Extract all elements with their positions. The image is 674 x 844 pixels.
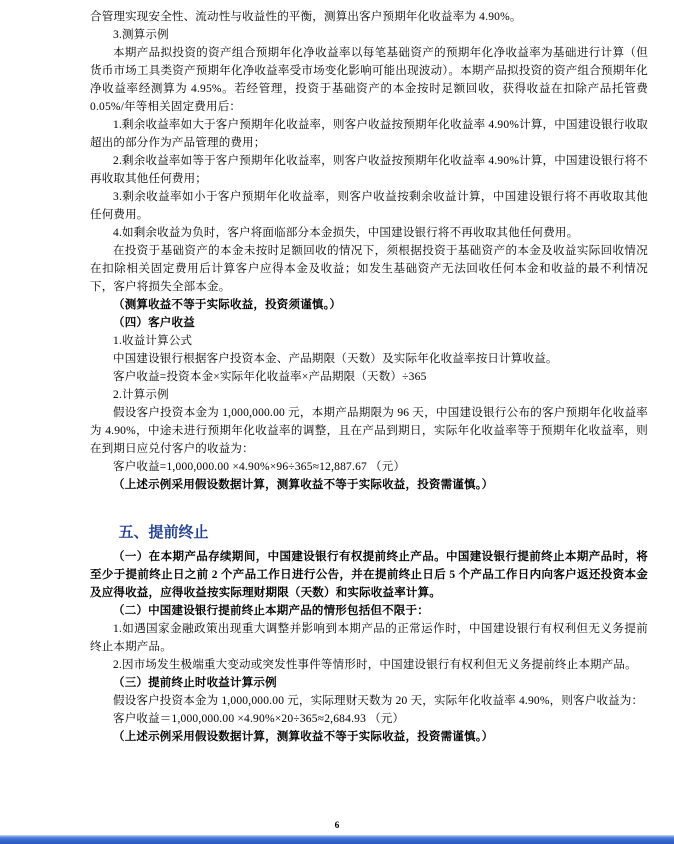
subsection-customer-returns-heading: （四）客户收益 bbox=[113, 317, 195, 329]
disclaimer-hypothetical-data-1: （上述示例采用假设数据计算，测算收益不等于实际收益，投资需谨慎。） bbox=[113, 479, 494, 491]
paragraph-maturity-example: 假设客户投资本金为 1,000,000.00 元，本期产品期限为 96 天，中国建设银行公布的客户预期年化收益率为 4.90%，中途未进行预期年化收益率的调整，且在产品到期日，实际年化收益率等于预期年化收益率，则在到期日应兑付客户的收益为： bbox=[90, 407, 648, 455]
paragraph-surplus-negative: 4.如剩余收益为负时，客户将面临部分本金损失，中国建设银行将不再收取其他任何费用。 bbox=[113, 227, 579, 239]
subsection-termination-calc-example-heading: （三）提前终止时收益计算示例 bbox=[113, 677, 277, 689]
paragraph-policy-change-case: 1.如遇国家金融政策出现重大调整并影响到本期产品的正常运作时，中国建设银行有权利但无义务提前终止本期产品。 bbox=[90, 623, 648, 653]
section-heading-early-termination: 五、提前终止 bbox=[118, 524, 209, 541]
paragraph-return-formula-label: 1.收益计算公式 bbox=[113, 335, 193, 347]
paragraph-principal-recovery-risk: 在投资于基础资产的本金未按时足额回收的情况下，须根据投资于基础资产的本金及收益实际回收情况在扣除相关固定费用后计算客户应得本金及收益；如发生基础资产无法回收任何本金和收益的最不利情况下，客户将损失全部本金。 bbox=[90, 245, 648, 293]
paragraph-surplus-yield-less: 3.剩余收益率如小于客户预期年化收益率，则客户收益按剩余收益计算，中国建设银行将不再收取其他任何费用。 bbox=[90, 191, 648, 221]
formula-maturity-example-result: 客户收益=1,000,000.00 ×4.90%×96÷365≈12,887.67 （元） bbox=[113, 461, 406, 473]
formula-termination-example-result: 客户收益＝1,000,000.00 ×4.90%×20÷365≈2,684.93 （元） bbox=[113, 713, 405, 725]
paragraph-portfolio-yield: 本期产品拟投资的资产组合预期年化净收益率以每笔基础资产的预期年化净收益率为基础进行计算（但货币市场工具类资产预期年化净收益率受市场变化影响可能出现波动）。本期产品拟投资的资产组合预期年化净收益率经测算为 4.95%。若经管理，投资于基础资产的本金按时足额回收，获得收益在扣除产品托管费 0.05%/年等相关固定费用后： bbox=[90, 47, 648, 113]
disclaimer-estimated-returns: （测算收益不等于实际收益，投资须谨慎。） bbox=[113, 299, 342, 311]
page-number: 6 bbox=[334, 821, 340, 831]
paragraph-early-termination-right: （一）在本期产品存续期间，中国建设银行有权提前终止产品。中国建设银行提前终止本期产品时，将至少于提前终止日之前 2 个产品工作日进行公告，并在提前终止日后 5 个产品工作日内向客户返还投资本金及应得收益，应得收益按实际理财期限（天数）和实际收益率计算。 bbox=[90, 551, 648, 599]
footer-bar bbox=[0, 835, 674, 844]
paragraph-termination-circumstances-heading: （二）中国建设银行提前终止本期产品的情形包括但不限于： bbox=[113, 605, 429, 617]
paragraph-calc-example-label: 3.测算示例 bbox=[113, 29, 169, 41]
paragraph-surplus-yield-greater: 1.剩余收益率如大于客户预期年化收益率，则客户收益按预期年化收益率 4.90%计算，中国建设银行收取超出的部分作为产品管理的费用； bbox=[90, 119, 648, 149]
paragraph-termination-example: 假设客户投资本金为 1,000,000.00 元，实际理财天数为 20 天，实际年化收益率 4.90%，则客户收益为： bbox=[113, 695, 644, 707]
paragraph-market-event-case: 2.因市场发生极端重大变动或突发性事件等情形时，中国建设银行有权利但无义务提前终止本期产品。 bbox=[113, 659, 637, 671]
paragraph-continuation: 合管理实现安全性、流动性与收益性的平衡，测算出客户预期年化收益率为 4.90%。 bbox=[90, 11, 522, 23]
paragraph-calc-example2-label: 2.计算示例 bbox=[113, 389, 169, 401]
page-content bbox=[90, 8, 648, 746]
paragraph-return-calc-basis: 中国建设银行根据客户投资本金、产品期限（天数）及实际年化收益率按日计算收益。 bbox=[113, 353, 558, 365]
paragraph-surplus-yield-equal: 2.剩余收益率如等于客户预期年化收益率，则客户收益按预期年化收益率 4.90%计算，中国建设银行将不再收取其他任何费用； bbox=[90, 155, 648, 185]
formula-customer-return: 客户收益=投资本金×实际年化收益率×产品期限（天数）÷365 bbox=[113, 371, 427, 383]
disclaimer-hypothetical-data-2: （上述示例采用假设数据计算，测算收益不等于实际收益，投资需谨慎。） bbox=[113, 731, 494, 743]
